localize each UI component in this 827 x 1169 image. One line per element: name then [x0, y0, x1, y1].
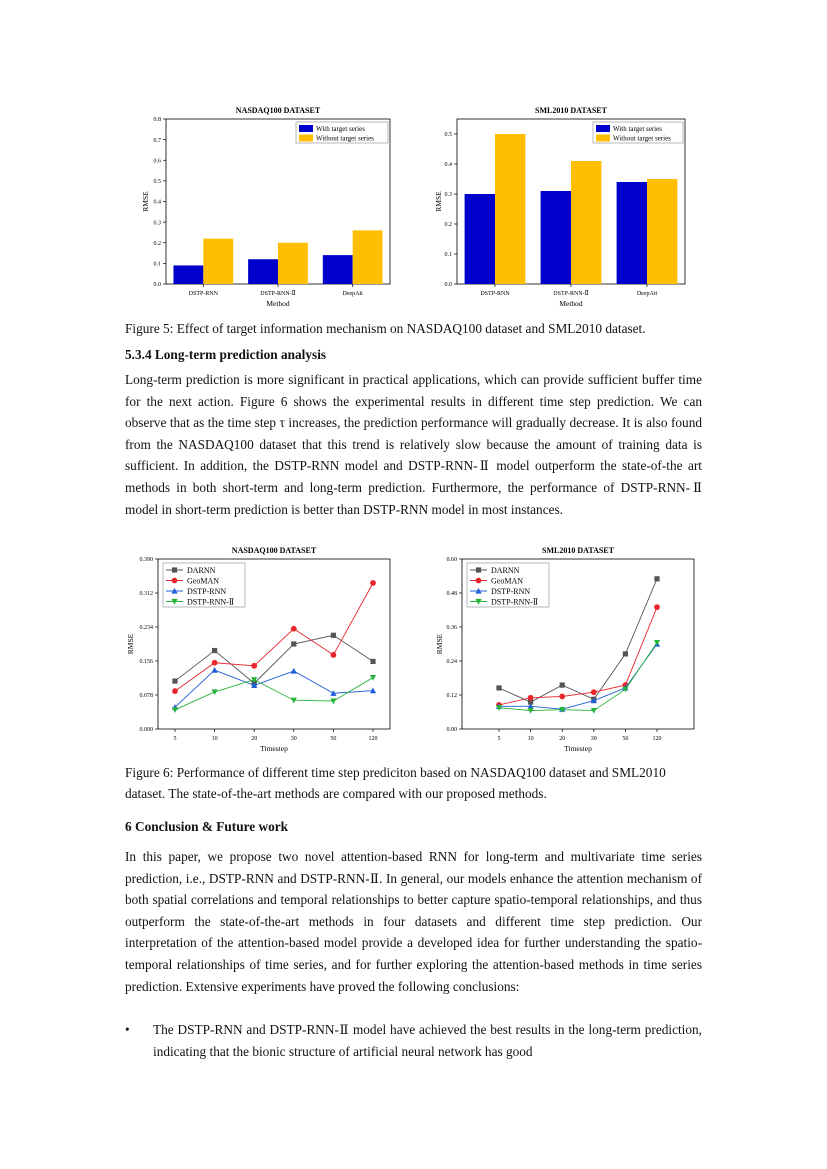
- line-geoman: [499, 607, 657, 705]
- bar-with-target-series-deepatt: [617, 182, 647, 284]
- point-geoman-10: [528, 695, 534, 701]
- y-tick-label: 0.5: [153, 179, 161, 186]
- point-geoman-5: [172, 688, 178, 694]
- x-tick-label: 120: [368, 736, 378, 742]
- y-tick-label: 0.3: [153, 220, 161, 227]
- point-darnn-120: [654, 576, 659, 581]
- x-axis-label: Method: [266, 299, 290, 308]
- legend-marker-darnn: [476, 567, 481, 572]
- point-dstp-rnn-10: [212, 689, 218, 695]
- x-tick-label: 20: [559, 736, 566, 742]
- y-tick-label: 0.0: [153, 282, 161, 289]
- point-geoman-50: [331, 652, 337, 658]
- bar-with-target-series-dstp-rnn: [248, 259, 278, 284]
- y-tick-label: 0.390: [139, 557, 153, 564]
- y-axis-label: RMSE: [126, 633, 135, 655]
- legend-marker-geoman: [172, 578, 178, 584]
- x-tick-label: 30: [290, 736, 297, 742]
- conclusion-bullet-1: [125, 1019, 702, 1062]
- x-axis-label: Timestep: [260, 744, 288, 753]
- legend-label-geoman: GeoMAN: [187, 576, 219, 586]
- y-tick-label: 0.000: [139, 727, 153, 734]
- x-tick-label: 120: [652, 736, 662, 742]
- y-tick-label: 0.4: [153, 199, 161, 206]
- y-tick-label: 0.312: [139, 591, 153, 598]
- y-axis-label: RMSE: [435, 633, 444, 655]
- legend-swatch-with-target-series: [299, 125, 313, 132]
- x-tick-label: DSTP-RNN-Ⅱ: [553, 291, 589, 297]
- point-dstp-rnn-5: [172, 707, 178, 713]
- bar-without-target-series-dstp-rnn: [571, 161, 601, 284]
- legend-label-without-target-series: Without target series: [316, 134, 374, 143]
- chart-title: NASDAQ100 DATASET: [235, 106, 321, 115]
- y-tick-label: 0.234: [139, 625, 153, 632]
- chart-title: SML2010 DATASET: [535, 106, 607, 115]
- legend-label-dstp-rnn: DSTP-RNN: [187, 587, 227, 596]
- y-tick-label: 0.36: [446, 625, 457, 632]
- bar-with-target-series-dstp-rnn: [173, 265, 203, 284]
- point-geoman-20: [251, 663, 257, 669]
- line-dstp-rnn: [175, 678, 373, 710]
- y-tick-label: 0.4: [444, 162, 452, 169]
- x-tick-label: DSTP-RNN-Ⅱ: [260, 291, 296, 297]
- x-tick-label: DSTP-RNN: [480, 291, 510, 297]
- y-tick-label: 0.7: [153, 137, 161, 144]
- y-tick-label: 0.2: [444, 222, 452, 229]
- legend-marker-darnn: [172, 567, 177, 572]
- point-darnn-5: [172, 678, 177, 683]
- x-tick-label: 10: [211, 736, 218, 742]
- x-tick-label: 5: [173, 736, 177, 742]
- y-tick-label: 0.156: [139, 659, 153, 666]
- fig5-chart-sml: [432, 102, 697, 317]
- fig5-chart-nasdaq: [140, 102, 400, 317]
- legend-label-without-target-series: Without target series: [613, 134, 671, 143]
- y-tick-label: 0.00: [446, 727, 457, 734]
- fig5-caption: Figure 5: Effect of target information mechanism on NASDAQ100 dataset and SML2010 dataset.: [125, 321, 646, 336]
- y-tick-label: 0.8: [153, 117, 161, 124]
- x-axis-label: Timestep: [564, 744, 592, 753]
- legend-label-dstp-rnn: DSTP-RNN: [491, 587, 531, 596]
- line-dstp-rnn: [175, 670, 373, 707]
- legend-label-dstp-rnn: DSTP-RNN-Ⅱ: [187, 597, 235, 607]
- legend-marker-geoman: [476, 578, 482, 584]
- series-dstp-rnn: [172, 667, 376, 710]
- y-tick-label: 0.5: [444, 132, 452, 139]
- x-tick-label: 30: [590, 736, 597, 742]
- point-darnn-120: [370, 659, 375, 664]
- y-tick-label: 0.0: [444, 282, 452, 289]
- x-axis-label: Method: [559, 299, 583, 308]
- point-dstp-rnn-120: [654, 640, 660, 646]
- y-axis-label: RMSE: [141, 191, 150, 212]
- point-geoman-20: [559, 694, 565, 700]
- bullet-icon: •: [125, 1022, 130, 1037]
- point-darnn-30: [291, 641, 296, 646]
- point-darnn-50: [623, 651, 628, 656]
- y-tick-label: 0.12: [446, 693, 457, 700]
- y-tick-label: 0.078: [139, 693, 153, 700]
- section-534-heading: 5.3.4 Long-term prediction analysis: [125, 347, 327, 362]
- y-tick-label: 0.24: [446, 659, 457, 666]
- point-geoman-30: [591, 689, 597, 695]
- point-geoman-120: [370, 580, 376, 586]
- fig6-chart-sml: [432, 541, 702, 759]
- point-geoman-30: [291, 626, 297, 632]
- x-tick-label: DeepAtt: [342, 291, 363, 297]
- x-tick-label: DeepAtt: [636, 291, 658, 297]
- legend-label-with-target-series: With target series: [613, 125, 662, 134]
- point-geoman-120: [654, 604, 660, 610]
- chart-title: SML2010 DATASET: [542, 546, 614, 555]
- x-tick-label: 50: [622, 736, 629, 742]
- point-darnn-10: [212, 648, 217, 653]
- legend-label-geoman: GeoMAN: [491, 576, 523, 586]
- section-6-heading: 6 Conclusion & Future work: [125, 819, 289, 834]
- series-dstp-rnn: [496, 640, 660, 714]
- point-darnn-5: [496, 685, 501, 690]
- fig6-caption: Figure 6: Performance of different time step prediciton based on NASDAQ100 dataset and SML2010 dataset. The state-of-the-art methods are compared with our proposed methods.: [125, 765, 666, 801]
- bar-without-target-series-dstp-rnn: [278, 243, 308, 284]
- bullet-text: The DSTP-RNN and DSTP-RNN-Ⅱ model have achieved the best results in the long-term prediction, indicating that the bionic structure of artificial neural network has good: [153, 1022, 702, 1059]
- section-6-paragraph: In this paper, we propose two novel attention-based RNN for long-term and multivariate time series prediction, i.e., DSTP-RNN and DSTP-RNN-Ⅱ. In general, our models enhance the attention mechanism of both spatial correlations and temporal relationships to better capture spatio-temporal relationships, and thus outperform the state-of-the-art methods in four datasets and different time step prediction. Our interpretation of the attention-based model provide a developed idea for further understanding the spatio-temporal relationships of time series, and for further exploring the attention-based methods in time series prediction. Extensive experiments have proved the following conclusions:: [125, 849, 702, 994]
- point-darnn-50: [331, 633, 336, 638]
- y-tick-label: 0.1: [444, 252, 452, 259]
- bar-without-target-series-dstp-rnn: [203, 239, 233, 284]
- bar-without-target-series-dstp-rnn: [495, 134, 525, 284]
- fig6-chart-nasdaq: [125, 541, 400, 759]
- x-tick-label: DSTP-RNN: [188, 291, 219, 297]
- x-tick-label: 20: [251, 736, 258, 742]
- chart-title: NASDAQ100 DATASET: [231, 546, 317, 555]
- point-darnn-20: [560, 682, 565, 687]
- bar-with-target-series-dstp-rnn: [465, 194, 495, 284]
- section-534-paragraph: Long-term prediction is more significant in practical applications, which can provide sufficient buffer time for the next action. Figure 6 shows the experimental results in different time step prediction. We can observe that as the time step τ increases, the prediction performance will gradually decrease. It is also found from the NASDAQ100 dataset that this trend is relatively slow because the amount of training data is sufficient. In addition, the DSTP-RNN model and DSTP-RNN-Ⅱ model outperform the state-of-the art methods in both short-term and long-term prediction. Furthermore, the performance of DSTP-RNN-Ⅱ model in short-term prediction is better than DSTP-RNN model in most instances.: [125, 372, 702, 517]
- bar-with-target-series-deepatt: [323, 255, 353, 284]
- y-axis-label: RMSE: [434, 191, 443, 212]
- y-tick-label: 0.48: [446, 591, 457, 598]
- x-tick-label: 5: [497, 736, 501, 742]
- point-dstp-rnn-10: [212, 667, 218, 673]
- legend-label-darnn: DARNN: [187, 566, 216, 575]
- legend-swatch-with-target-series: [596, 125, 610, 132]
- y-tick-label: 0.60: [446, 557, 457, 564]
- y-tick-label: 0.6: [153, 158, 161, 165]
- line-darnn: [175, 635, 373, 683]
- legend-swatch-without-target-series: [299, 135, 313, 142]
- legend-label-dstp-rnn: DSTP-RNN-Ⅱ: [491, 597, 539, 607]
- series-dstp-rnn: [496, 641, 660, 712]
- bar-without-target-series-deepatt: [353, 230, 383, 284]
- point-dstp-rnn-30: [291, 668, 297, 674]
- series-dstp-rnn: [172, 675, 376, 713]
- legend-label-with-target-series: With target series: [316, 125, 365, 134]
- bar-without-target-series-deepatt: [647, 179, 677, 284]
- point-dstp-rnn-120: [370, 675, 376, 681]
- y-tick-label: 0.3: [444, 192, 452, 199]
- x-tick-label: 50: [330, 736, 337, 742]
- y-tick-label: 0.1: [153, 261, 161, 268]
- x-tick-label: 10: [527, 736, 534, 742]
- y-tick-label: 0.2: [153, 240, 161, 247]
- legend-swatch-without-target-series: [596, 135, 610, 142]
- point-geoman-10: [212, 660, 218, 666]
- legend-label-darnn: DARNN: [491, 566, 520, 575]
- bar-with-target-series-dstp-rnn: [541, 191, 571, 284]
